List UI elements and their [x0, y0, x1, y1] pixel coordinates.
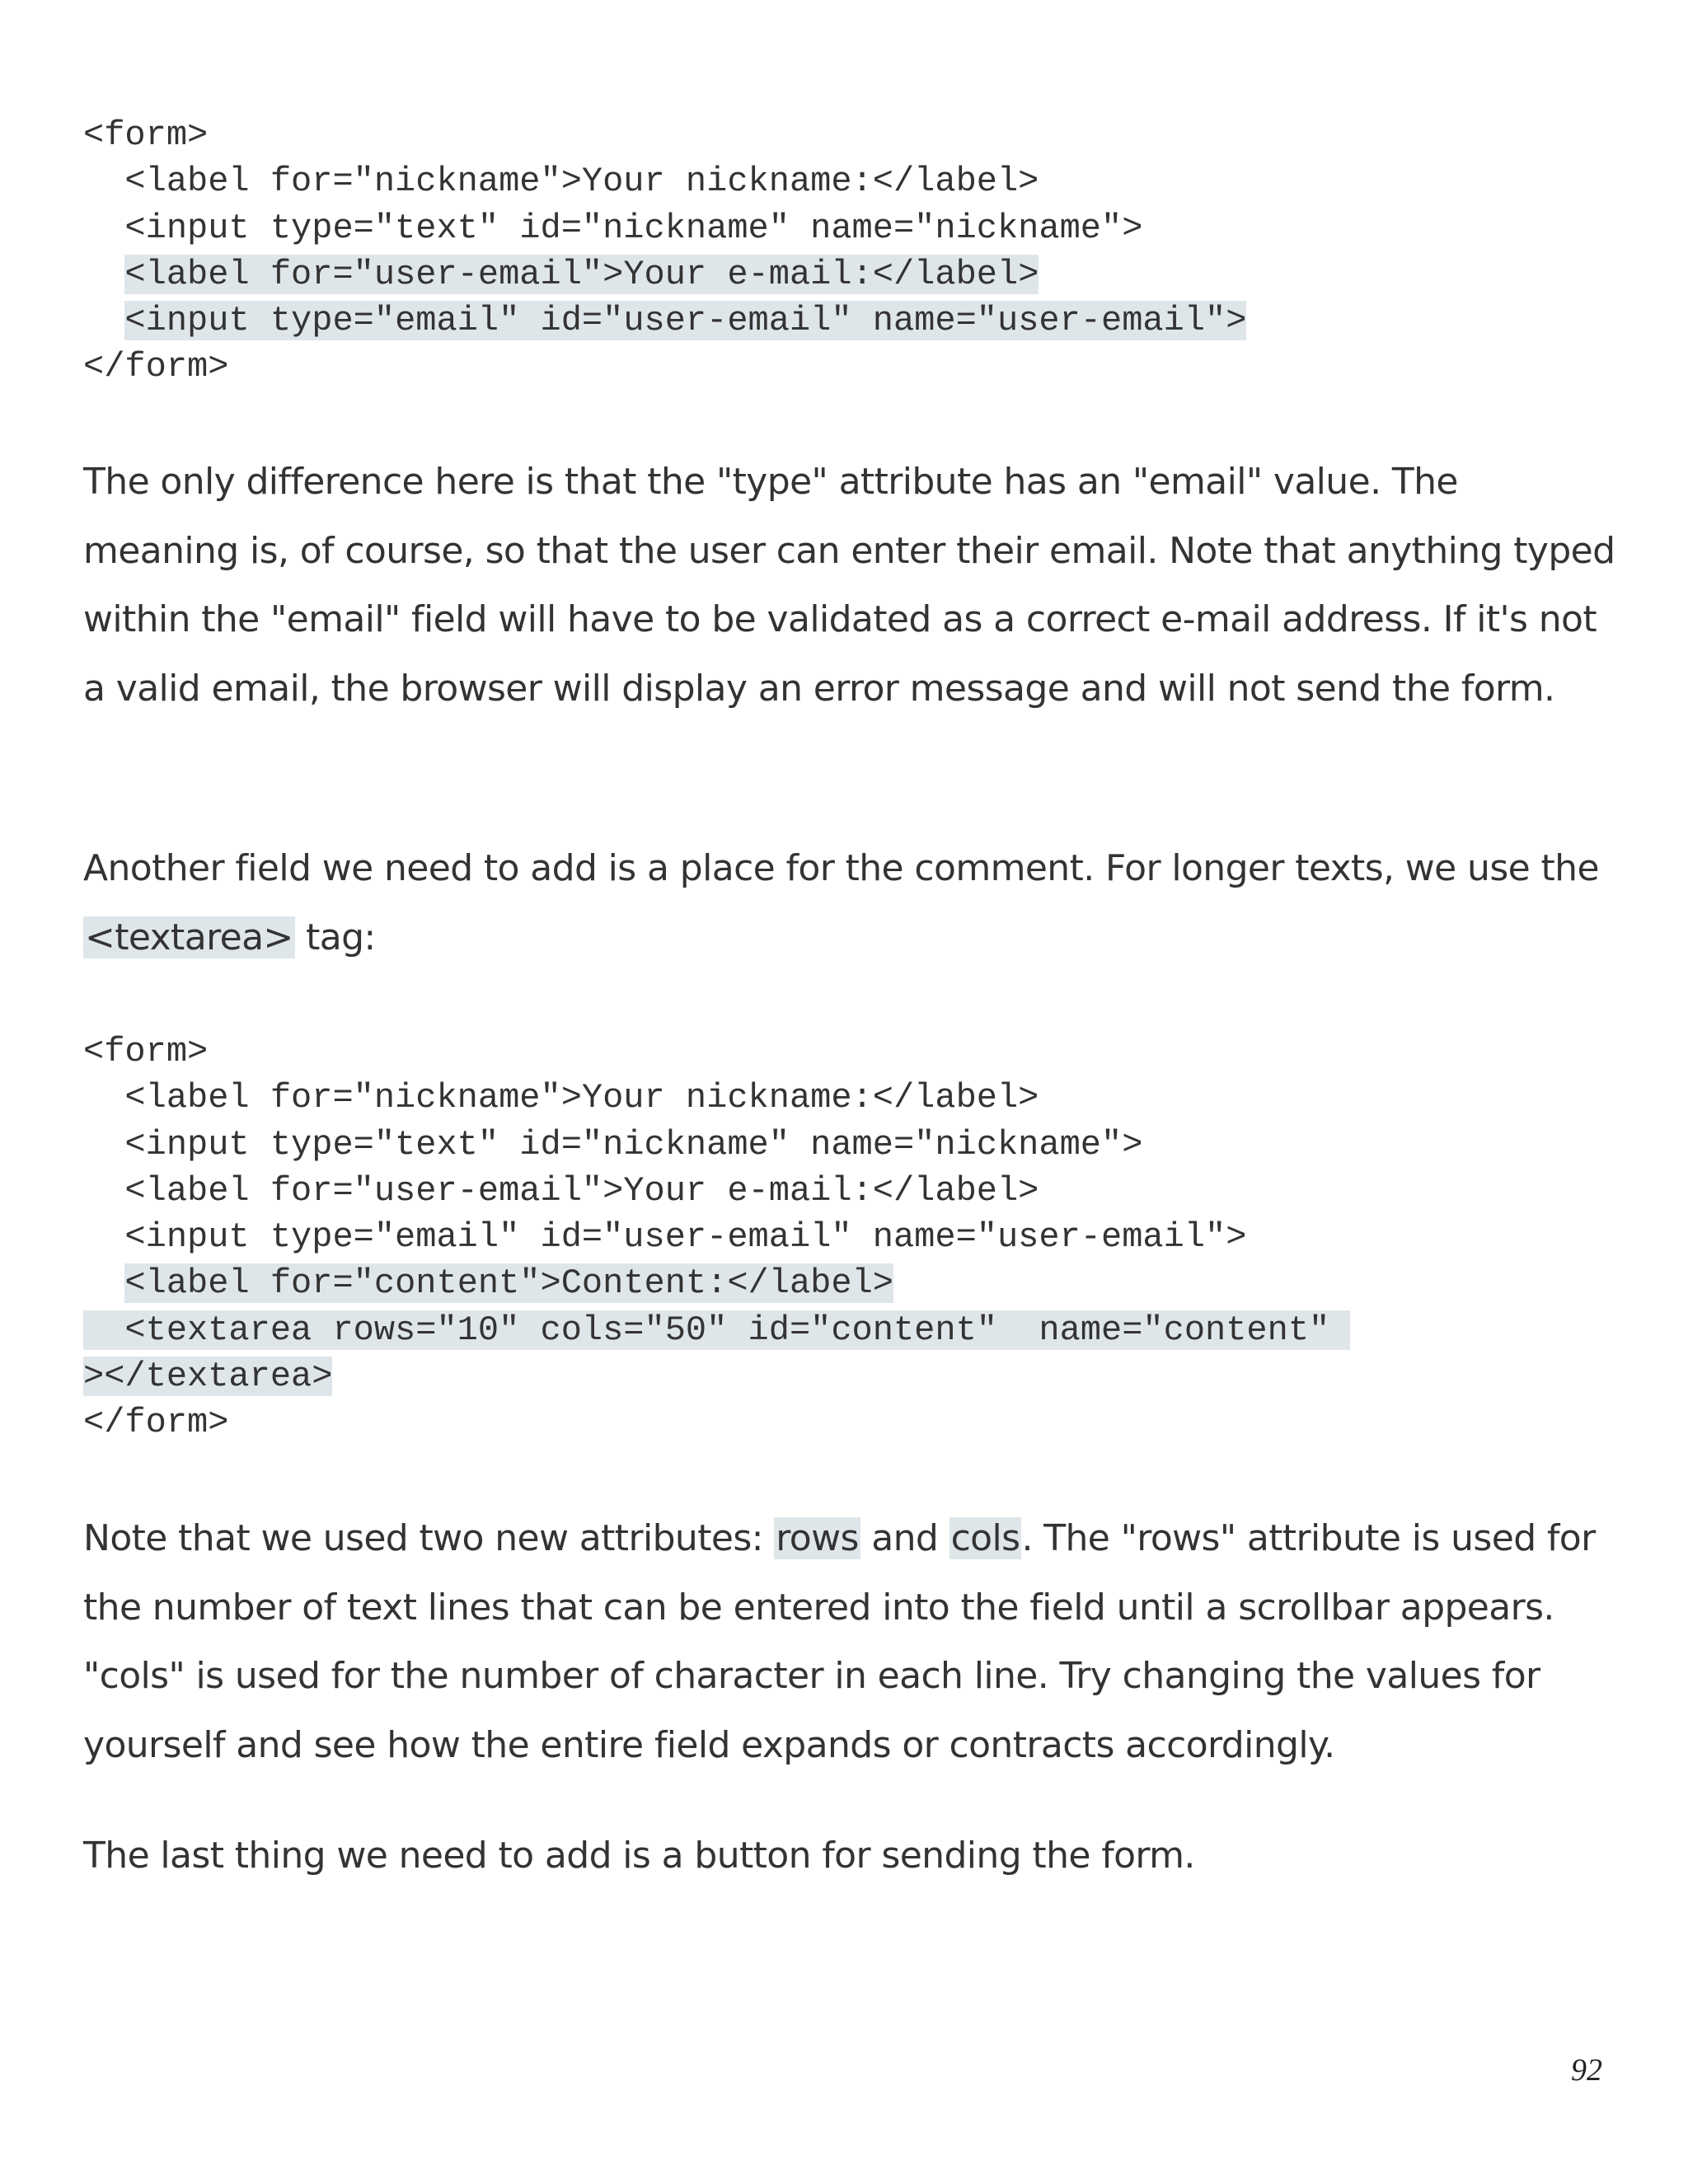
- code-line: <label for="user-email">Your e-mail:</label>: [83, 1170, 1039, 1211]
- inline-code-textarea: <textarea>: [85, 916, 293, 958]
- code-line: </form>: [83, 347, 229, 387]
- code-line-highlighted: ></textarea>: [83, 1357, 333, 1397]
- code-line: <input type="text" id="nickname" name="nickname">: [83, 1124, 1143, 1165]
- page-number: 92: [1571, 2053, 1602, 2088]
- code-line: <label for="nickname">Your nickname:</label>: [83, 1078, 1039, 1118]
- code-line-highlighted: <input type="email" id="user-email" name="user-email">: [124, 301, 1247, 341]
- code-line: <label for="nickname">Your nickname:</label>: [83, 162, 1039, 202]
- paragraph-email-explanation: The only difference here is that the "type" attribute has an "email" value. The meaning is, of course, so that the user can enter their email. Note that anything typed within the "email" field will have to be validated as a correct e-mail address. If it's not a valid email, the browser will display an error message and will not send the form.: [83, 461, 1615, 710]
- code-block-2: [83, 1029, 1350, 1446]
- paragraph-textarea-intro: Another field we need to add is a place for the comment. For longer texts, we use the <textarea> tag:: [83, 847, 1599, 958]
- paragraph-button-intro: The last thing we need to add is a button for sending the form.: [83, 1835, 1195, 1877]
- inline-code-cols: cols: [950, 1517, 1020, 1559]
- paragraph-rows-cols: Note that we used two new attributes: rows and cols. The "rows" attribute is used for the number of text lines that can be entered into the field until a scrollbar appears. "cols" is used for the number of character in each line. Try changing the values for yourself and see how the entire field expands or contracts accordingly.: [83, 1517, 1596, 1766]
- code-line-highlighted: <textarea rows="10" cols="50" id="content" name="content": [83, 1310, 1351, 1350]
- code-line-highlighted: <label for="user-email">Your e-mail:</label>: [124, 254, 1039, 294]
- code-line: <form>: [83, 115, 209, 155]
- code-line: <input type="text" id="nickname" name="nickname">: [83, 208, 1143, 248]
- code-block-1: [83, 112, 1246, 391]
- code-line: </form>: [83, 1403, 229, 1443]
- code-line-highlighted: <label for="content">Content:</label>: [124, 1263, 893, 1304]
- code-line: <input type="email" id="user-email" name="user-email">: [83, 1217, 1247, 1258]
- code-line: <form>: [83, 1032, 209, 1071]
- inline-code-rows: rows: [776, 1517, 859, 1559]
